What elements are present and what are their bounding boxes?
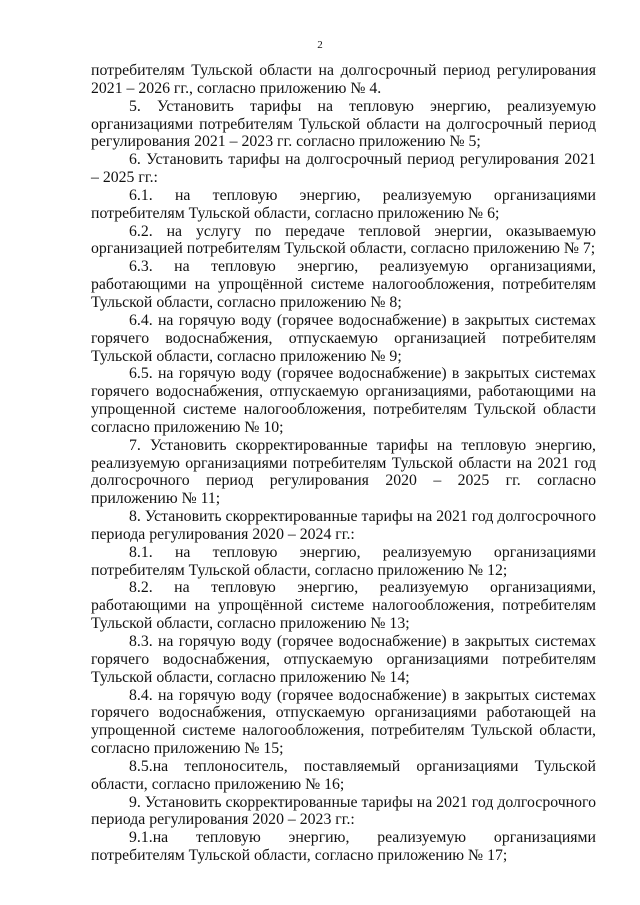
paragraph-item-6-5: 6.5. на горячую воду (горячее водоснабжение) в закрытых системах горячего водоснабжения, отпускаемую организациями, работающими на упрощенной системе налогообложения, потребителям Тульской области согласно приложению № 10; [91,365,596,436]
page-number: 2 [317,39,323,51]
paragraph-item-8-3: 8.3. на горячую воду (горячее водоснабжение) в закрытых системах горячего водоснабжения, отпускаемую организациями потребителям Тульской области, согласно приложению № 14; [91,633,596,686]
paragraph-item-6: 6. Установить тарифы на долгосрочный период регулирования 2021 – 2025 гг.: [91,151,596,187]
paragraph-item-8-5: 8.5.на теплоноситель, поставляемый организациями Тульской области, согласно приложению № 16; [91,757,596,793]
paragraph-continuation: потребителям Тульской области на долгосрочный период регулирования 2021 – 2026 гг., согласно приложению № 4. [91,62,596,97]
paragraph-item-5: 5. Установить тарифы на тепловую энергию, реализуемую организациями потребителям Тульской области на долгосрочный период регулирования 2021 – 2023 гг. согласно приложению № 5; [91,97,596,151]
paragraph-item-8-1: 8.1. на тепловую энергию, реализуемую организациями потребителям Тульской области, согласно приложению № 12; [91,543,596,579]
document-body [91,62,596,865]
paragraph-item-9-1: 9.1.на тепловую энергию, реализуемую организациями потребителям Тульской области, согласно приложению № 17; [91,829,596,865]
paragraph-item-8-4: 8.4. на горячую воду (горячее водоснабжение) в закрытых системах горячего водоснабжения, отпускаемую организациями работающей на упрощенной системе налогообложения, потребителям Тульской области, согласно приложению № 15; [91,686,596,758]
paragraph-item-8-2: 8.2. на тепловую энергию, реализуемую организациями, работающими на упрощённой системе налогообложения, потребителям Тульской области, согласно приложению № 13; [91,579,596,633]
paragraph-item-8: 8. Установить скорректированные тарифы на 2021 год долгосрочного периода регулирования 2020 – 2024 гг.: [91,508,596,543]
paragraph-item-6-4: 6.4. на горячую воду (горячее водоснабжение) в закрытых системах горячего водоснабжения, отпускаемую организацией потребителям Тульской области, согласно приложению № 9; [91,311,596,365]
paragraph-item-9: 9. Установить скорректированные тарифы на 2021 год долгосрочного периода регулирования 2020 – 2023 гг.: [91,793,596,829]
paragraph-item-7: 7. Установить скорректированные тарифы на тепловую энергию, реализуемую организациями потребителям Тульской области на 2021 год долгосрочного период регулирования 2020 – 2025 гг. согласно приложению № 11; [91,436,596,508]
paragraph-item-6-2: 6.2. на услугу по передаче тепловой энергии, оказываемую организацией потребителям Тульской области, согласно приложению № 7; [91,222,596,258]
paragraph-item-6-3: 6.3. на тепловую энергию, реализуемую организациями, работающими на упрощённой системе налогообложения, потребителям Тульской области, согласно приложению № 8; [91,258,596,311]
paragraph-item-6-1: 6.1. на тепловую энергию, реализуемую организациями потребителям Тульской области, согласно приложению № 6; [91,186,596,222]
